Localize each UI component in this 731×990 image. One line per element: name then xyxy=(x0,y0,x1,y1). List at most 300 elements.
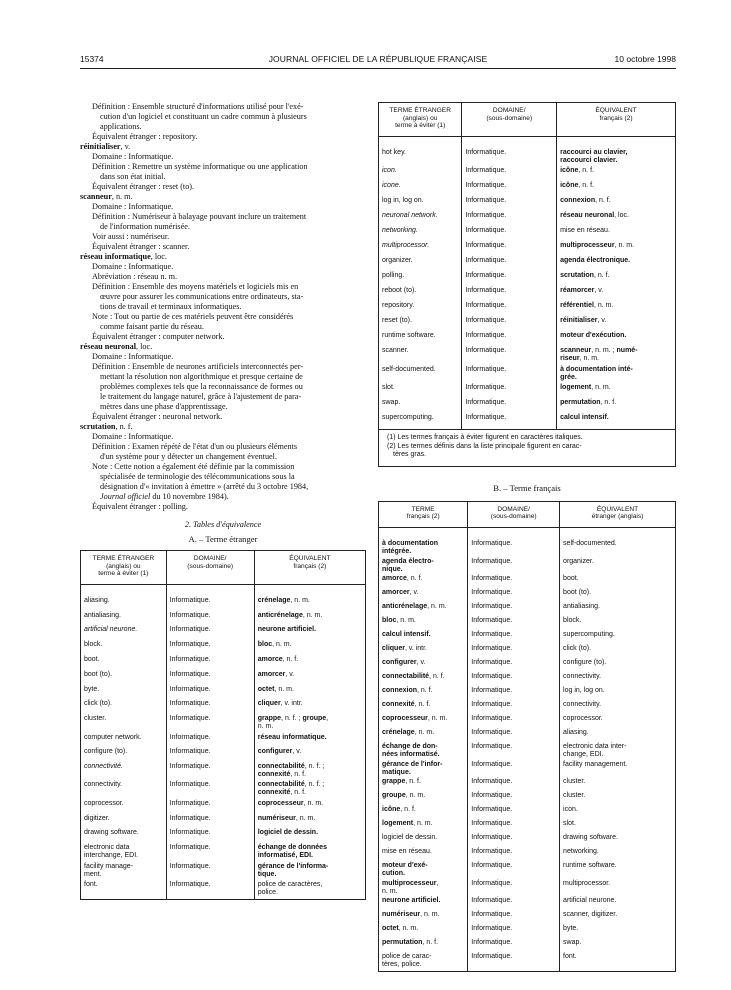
domain-cell: Informatique. xyxy=(166,800,254,815)
domain-cell: Informatique. xyxy=(166,763,254,781)
table-a-right-box xyxy=(378,102,676,467)
equivalent-cell: neurone artificiel. xyxy=(257,626,317,634)
term-cell: font. xyxy=(84,881,98,888)
term-cell: groupe, n. m. xyxy=(382,792,426,800)
term-cell: agenda électro- nique. xyxy=(382,557,434,573)
entry-line: Note : Cette notion a également été définie par la commission xyxy=(92,462,295,471)
term-cell: connectivity. xyxy=(84,781,122,789)
table-row xyxy=(81,641,365,656)
equivalent-cell: runtime software. xyxy=(563,862,617,870)
domain-cell: Informatique. xyxy=(462,212,557,227)
term-cell: networking. xyxy=(382,227,418,235)
table-row xyxy=(379,347,675,366)
entry-line: Domaine : Informatique. xyxy=(92,432,174,441)
equivalent-cell: moteur d'exécution. xyxy=(560,332,627,340)
term-cell: multiprocesseur, n. m. xyxy=(382,879,439,895)
table-row xyxy=(379,880,675,898)
term-cell: multiprocessor. xyxy=(382,242,430,250)
term-cell: calcul intensif. xyxy=(382,631,431,639)
domain-cell: Informatique. xyxy=(462,399,557,414)
domain-cell: Informatique. xyxy=(468,820,560,834)
domain-cell: Informatique. xyxy=(468,806,560,820)
term-cell: configure (to). xyxy=(84,748,128,756)
term-cell: coprocessor. xyxy=(84,799,124,807)
domain-cell: Informatique. xyxy=(468,701,560,715)
table-row xyxy=(379,287,675,302)
equivalent-cell: cliquer, v. intr. xyxy=(257,700,303,708)
domain-cell: Informatique. xyxy=(166,748,254,763)
entry-line: spécialisée de terminologie des télécommunications sous la xyxy=(100,472,295,481)
term-cell: artificial neurone. xyxy=(84,626,138,634)
term-cell: organizer. xyxy=(382,257,413,265)
domain-cell: Informatique. xyxy=(468,953,560,971)
term-cell: icône, n. f. xyxy=(382,806,416,814)
term-cell: moteur d'exé- cution. xyxy=(382,862,428,878)
term-cell: reboot (to). xyxy=(382,287,417,295)
table-b xyxy=(379,502,675,971)
term-cell: block. xyxy=(84,641,103,649)
domain-cell: Informatique. xyxy=(166,700,254,715)
equivalent-cell: réseau neuronal, loc. xyxy=(560,212,629,220)
entry-line: mettant la résolution non algorithmique et presque certaine de xyxy=(100,372,303,381)
equivalent-cell: boot. xyxy=(563,575,579,583)
term-cell: logement, n. m. xyxy=(382,820,433,828)
domain-cell: Informatique. xyxy=(468,925,560,939)
entry-line: Définition : Ensemble de neurones artificiels interconnectés per- xyxy=(92,362,304,371)
domain-cell: Informatique. xyxy=(462,272,557,287)
domain-cell: Informatique. xyxy=(468,558,560,576)
equivalent-cell: à documentation inté- grée. xyxy=(560,365,633,381)
domain-cell: Informatique. xyxy=(468,631,560,645)
term-cell: cluster. xyxy=(84,715,107,723)
section-a-title: A. – Terme étranger xyxy=(188,534,258,544)
domain-cell: Informatique. xyxy=(468,862,560,880)
entry-line: Abréviation : réseau n. m. xyxy=(92,272,178,281)
page-number: 15374 xyxy=(80,54,104,64)
table-row xyxy=(379,953,675,971)
domain-cell: Informatique. xyxy=(462,197,557,212)
equivalent-cell: slot. xyxy=(563,820,576,828)
equivalent-cell: icône, n. f. xyxy=(560,167,594,175)
domain-cell: Informatique. xyxy=(166,656,254,671)
entry-line: Voir aussi : numériseur. xyxy=(92,232,170,241)
term-cell: bloc, n. m. xyxy=(382,617,416,625)
domain-cell: Informatique. xyxy=(462,414,557,429)
equivalent-cell: connexion, n. f. xyxy=(560,197,611,205)
table-row xyxy=(379,197,675,212)
domain-cell: Informatique. xyxy=(468,540,560,558)
domain-cell: Informatique. xyxy=(166,686,254,701)
entry-line: Note : Tout ou partie de ces matériels peuvent être considérés xyxy=(92,312,294,321)
equivalent-cell: scanner, digitizer. xyxy=(563,911,618,919)
term-cell: hot key. xyxy=(382,148,406,156)
equivalent-cell: byte. xyxy=(563,925,579,933)
equivalent-cell: cluster. xyxy=(563,778,586,786)
term-cell: self-documented. xyxy=(382,365,436,373)
equivalent-cell: échange de données informatisé, EDI. xyxy=(257,844,327,860)
equivalent-cell: electronic data inter- change, EDI. xyxy=(563,743,627,759)
entry-line: Définition : Ensemble des moyens matériels et logiciels mis en xyxy=(92,282,299,291)
glossary-entries xyxy=(80,102,366,512)
table-row xyxy=(81,800,365,815)
entry-line: Équivalent étranger : repository. xyxy=(92,132,198,141)
table-row xyxy=(379,701,675,715)
term-cell: icon. xyxy=(382,167,397,175)
table-row xyxy=(379,212,675,227)
section-b-title: B. – Terme français xyxy=(493,482,561,493)
table-a-left-box xyxy=(80,550,366,900)
equivalent-cell: connectabilité, n. f. ; connexité, n. f. xyxy=(257,781,325,797)
domain-cell: Informatique. xyxy=(462,149,557,168)
table-row xyxy=(379,659,675,673)
table-row xyxy=(81,881,365,899)
table-row xyxy=(379,743,675,761)
table-row xyxy=(379,925,675,939)
table-row xyxy=(379,729,675,743)
domain-cell: Informatique. xyxy=(166,641,254,656)
term-cell: cliquer, v. intr. xyxy=(382,645,427,653)
col-header-terme: TERME ÉTRANGER (anglais) ou terme à éviter (1) xyxy=(379,103,462,136)
equivalent-cell: connectivity. xyxy=(563,673,602,681)
domain-cell: Informatique. xyxy=(462,287,557,302)
domain-cell: Informatique. xyxy=(166,715,254,733)
entry-line: dans son état initial. xyxy=(100,172,166,181)
table-row xyxy=(81,715,365,733)
table-row xyxy=(81,863,365,881)
equivalent-cell: calcul intensif. xyxy=(560,414,609,422)
table-row xyxy=(81,734,365,749)
domain-cell: Informatique. xyxy=(468,715,560,729)
domain-cell: Informatique. xyxy=(462,302,557,317)
entry-line: Domaine : Informatique. xyxy=(92,152,174,161)
domain-cell: Informatique. xyxy=(468,589,560,603)
term-cell: mise en réseau. xyxy=(382,848,432,856)
domain-cell: Informatique. xyxy=(468,659,560,673)
table-row xyxy=(81,763,365,781)
domain-cell: Informatique. xyxy=(468,792,560,806)
table-row xyxy=(379,603,675,617)
term-cell: amorcer, v. xyxy=(382,589,419,597)
entry-line: Journal officiel du 10 novembre 1984). xyxy=(100,492,229,501)
equivalent-cell: réinitialiser, v. xyxy=(560,317,607,325)
equivalent-cell: police de caractères, police. xyxy=(257,881,323,896)
equivalent-cell: block. xyxy=(563,617,582,625)
equivalent-cell: organizer. xyxy=(563,557,594,565)
entry-headword: scanneur, n. m. xyxy=(80,192,133,201)
domain-cell: Informatique. xyxy=(468,778,560,792)
domain-cell: Informatique. xyxy=(462,366,557,385)
equivalent-cell: click (to). xyxy=(563,645,592,653)
entry-line: Définition : Ensemble structuré d'informations utilisé pour l'exé- xyxy=(92,102,304,111)
entry-line: œuvre pour assurer les communications entre ordinateurs, sta- xyxy=(100,292,304,301)
table-row xyxy=(81,815,365,830)
table-b-box xyxy=(378,501,676,972)
term-cell: crénelage, n. m. xyxy=(382,729,435,737)
domain-cell: Informatique. xyxy=(468,880,560,898)
table-row xyxy=(379,182,675,197)
term-cell: coprocesseur, n. m. xyxy=(382,715,448,723)
table-row xyxy=(379,317,675,332)
term-cell: runtime software. xyxy=(382,332,436,340)
entry-line: d'un système pour y détecter un changement éventuel. xyxy=(100,452,277,461)
equivalent-cell: coprocessor. xyxy=(563,715,603,723)
footnote: (1) Les termes français à éviter figurent en caractères italiques. xyxy=(387,434,583,442)
domain-cell: Informatique. xyxy=(468,939,560,953)
term-cell: byte. xyxy=(84,685,100,693)
equivalent-cell: anticrénelage, n. m. xyxy=(257,611,323,619)
table-row xyxy=(379,911,675,925)
table-row xyxy=(379,242,675,257)
equivalent-cell: bloc, n. m. xyxy=(257,641,292,649)
domain-cell: Informatique. xyxy=(462,257,557,272)
entry-line: Équivalent étranger : scanner. xyxy=(92,242,190,251)
equivalent-cell: numériseur, n. m. xyxy=(257,814,316,822)
entry-line: cution d'un logiciel et constituant un cadre commun à plusieurs xyxy=(100,112,307,121)
equivalent-cell: scanneur, n. m. ; numé- riseur, n. m. xyxy=(560,347,638,363)
domain-cell: Informatique. xyxy=(462,384,557,399)
entry-headword: scrutation, n. f. xyxy=(80,422,133,431)
equivalent-cell: configure (to). xyxy=(563,659,607,667)
term-cell: octet, n. m. xyxy=(382,925,419,933)
term-cell: numériseur, n. m. xyxy=(382,911,440,919)
table-row xyxy=(379,366,675,385)
equivalent-cell: réamorcer, v. xyxy=(560,287,604,295)
equivalent-cell: raccourci au clavier, raccourci clavier. xyxy=(560,148,628,164)
left-column xyxy=(80,102,366,900)
term-cell: digitizer. xyxy=(84,814,110,822)
tables-title: 2. Tables d'équivalence xyxy=(184,520,262,529)
equivalent-cell: aliasing. xyxy=(563,729,589,737)
term-cell: neurone artificiel. xyxy=(382,897,441,905)
domain-cell: Informatique. xyxy=(468,673,560,687)
col-header-domaine: DOMAINE/ (sous-domaine) xyxy=(468,502,560,528)
table-row xyxy=(379,227,675,242)
equivalent-cell: self-documented. xyxy=(563,540,617,548)
equivalent-cell: agenda électronique. xyxy=(560,257,631,265)
equivalent-cell: gérance de l'informa- tique. xyxy=(257,862,329,878)
entry-line: problèmes complexes tels que la reconnaissance de formes ou xyxy=(100,382,303,391)
domain-cell: Informatique. xyxy=(166,671,254,686)
term-cell: boot. xyxy=(84,656,100,664)
term-cell: reset (to). xyxy=(382,317,412,325)
equivalent-cell: scrutation, n. f. xyxy=(560,272,610,280)
domain-cell: Informatique. xyxy=(166,844,254,862)
term-cell: police de carac- tères, police. xyxy=(382,953,432,969)
entry-line: le traitement du langage naturel, grâce à l'ajustement de para- xyxy=(100,392,302,401)
domain-cell: Informatique. xyxy=(166,597,254,612)
equivalent-cell: logiciel de dessin. xyxy=(257,829,319,837)
domain-cell: Informatique. xyxy=(468,617,560,631)
col-header-equivalent: ÉQUIVALENT français (2) xyxy=(557,103,675,136)
equivalent-cell: amorce, n. f. xyxy=(257,656,299,664)
domain-cell: Informatique. xyxy=(462,242,557,257)
table-row xyxy=(379,806,675,820)
table-row xyxy=(379,167,675,182)
equivalent-cell: octet, n. m. xyxy=(257,685,294,693)
table-row xyxy=(81,686,365,701)
table-row xyxy=(379,897,675,911)
term-cell: scanner. xyxy=(382,347,409,355)
entry-line: applications. xyxy=(100,122,142,131)
term-cell: icone. xyxy=(382,182,401,190)
right-column xyxy=(378,102,676,972)
table-row xyxy=(379,715,675,729)
domain-cell: Informatique. xyxy=(468,687,560,701)
table-row xyxy=(379,792,675,806)
term-cell: boot (to). xyxy=(84,670,113,678)
equivalent-cell: logement, n. m. xyxy=(560,384,611,392)
table-row xyxy=(81,656,365,671)
table-row xyxy=(379,302,675,317)
domain-cell: Informatique. xyxy=(166,881,254,899)
domain-cell: Informatique. xyxy=(462,227,557,242)
table-row xyxy=(81,612,365,627)
equivalent-cell: mise en réseau. xyxy=(560,227,610,235)
table-row xyxy=(379,848,675,862)
table-row xyxy=(379,257,675,272)
term-cell: electronic data interchange, EDI. xyxy=(84,844,139,860)
equivalent-cell: boot (to). xyxy=(563,589,592,597)
domain-cell: Informatique. xyxy=(462,317,557,332)
table-row xyxy=(379,761,675,779)
table-row xyxy=(379,149,675,168)
col-header-terme: TERME ÉTRANGER (anglais) ou terme à éviter (1) xyxy=(81,551,166,584)
equivalent-cell: permutation, n. f. xyxy=(560,399,617,407)
term-cell: connexion, n. f. xyxy=(382,687,433,695)
domain-cell: Informatique. xyxy=(166,863,254,881)
table-row xyxy=(81,748,365,763)
col-header-equivalent: ÉQUIVALENT français (2) xyxy=(254,551,365,584)
domain-cell: Informatique. xyxy=(468,743,560,761)
term-cell: drawing software. xyxy=(84,829,139,837)
table-row xyxy=(379,332,675,347)
domain-cell: Informatique. xyxy=(166,781,254,799)
table-row xyxy=(379,540,675,558)
domain-cell: Informatique. xyxy=(468,575,560,589)
equivalent-cell: supercomputing. xyxy=(563,631,615,639)
domain-cell: Informatique. xyxy=(468,761,560,779)
equivalent-cell: networking. xyxy=(563,848,599,856)
domain-cell: Informatique. xyxy=(462,167,557,182)
issue-date: 10 octobre 1998 xyxy=(614,54,676,64)
term-cell: gérance de l'infor- matique. xyxy=(382,760,443,776)
entry-line: Définition : Examen répété de l'état d'un ou plusieurs éléments xyxy=(92,442,298,451)
table-row xyxy=(379,414,675,429)
table-row xyxy=(379,820,675,834)
table-row xyxy=(379,384,675,399)
equivalent-cell: coprocesseur, n. m. xyxy=(257,799,324,807)
table-row xyxy=(379,589,675,603)
term-cell: anticrénelage, n. m. xyxy=(382,603,447,611)
equivalent-cell: antialiasing. xyxy=(563,603,601,611)
term-cell: à documentation intégrée. xyxy=(382,540,439,556)
equivalent-cell: facility management. xyxy=(563,760,628,768)
journal-title: JOURNAL OFFICIEL DE LA RÉPUBLIQUE FRANÇAISE xyxy=(268,54,488,64)
term-cell: connectabilité, n. f. xyxy=(382,673,445,681)
entry-line: de l'information numérisée. xyxy=(100,222,190,231)
term-cell: connectivité. xyxy=(84,763,123,771)
table-row xyxy=(81,597,365,612)
equivalent-cell: drawing software. xyxy=(563,834,618,842)
entry-line: désignation d'« invitation à émettre » (arrêté du 3 octobre 1984, xyxy=(100,482,309,491)
domain-cell: Informatique. xyxy=(166,612,254,627)
entry-line: Équivalent étranger : polling. xyxy=(92,502,188,511)
col-header-domaine: DOMAINE/ (sous-domaine) xyxy=(166,551,254,584)
table-a-left xyxy=(81,551,365,899)
term-cell: grappe, n. f. xyxy=(382,778,421,786)
footnote: (2) Les termes définis dans la liste principale figurent en carac- tères gras. xyxy=(387,442,582,459)
entry-line: Domaine : Informatique. xyxy=(92,202,174,211)
equivalent-cell: icône, n. f. xyxy=(560,182,594,190)
table-row xyxy=(379,631,675,645)
table-row xyxy=(379,399,675,414)
term-cell: supercomputing. xyxy=(382,414,434,422)
equivalent-cell: grappe, n. f. ; groupe, n. m. xyxy=(257,715,329,731)
domain-cell: Informatique. xyxy=(468,729,560,743)
equivalent-cell: multiprocesseur, n. m. xyxy=(560,242,635,250)
equivalent-cell: référentiel, n. m. xyxy=(560,302,614,310)
equivalent-cell: font. xyxy=(563,953,577,961)
term-cell: aliasing. xyxy=(84,596,110,604)
entry-line: Domaine : Informatique. xyxy=(92,262,174,271)
table-row xyxy=(379,575,675,589)
term-cell: facility manage- ment. xyxy=(84,862,134,878)
domain-cell: Informatique. xyxy=(468,897,560,911)
table-a-right xyxy=(379,103,675,429)
table-row xyxy=(379,558,675,576)
col-header-terme: TERME français (2) xyxy=(379,502,468,528)
equivalent-cell: multiprocessor. xyxy=(563,879,611,887)
table-row xyxy=(81,671,365,686)
term-cell: slot. xyxy=(382,384,395,392)
domain-cell: Informatique. xyxy=(468,834,560,848)
equivalent-cell: cluster. xyxy=(563,792,586,800)
equivalent-cell: connectivity. xyxy=(563,701,602,709)
term-cell: antialiasing. xyxy=(84,611,121,619)
table-row xyxy=(379,272,675,287)
table-row xyxy=(81,781,365,799)
equivalent-cell: connectabilité, n. f. ; connexité, n. f. xyxy=(257,763,325,779)
table-row xyxy=(81,700,365,715)
entry-line: mètres dans une phase d'apprentissage. xyxy=(100,402,228,411)
domain-cell: Informatique. xyxy=(468,603,560,617)
term-cell: échange de don- nées informatisé. xyxy=(382,743,440,759)
table-row xyxy=(81,844,365,862)
table-row xyxy=(379,862,675,880)
entry-headword: réinitialiser, v. xyxy=(80,142,131,151)
header-rule xyxy=(80,68,676,69)
entry-line: comme faisant partie du réseau. xyxy=(100,322,204,331)
table-footnotes xyxy=(379,429,675,465)
term-cell: log in, log on. xyxy=(382,197,424,205)
domain-cell: Informatique. xyxy=(468,645,560,659)
domain-cell: Informatique. xyxy=(166,815,254,830)
term-cell: click (to). xyxy=(84,700,112,708)
term-cell: permutation, n. f. xyxy=(382,939,439,947)
col-header-domaine: DOMAINE/ (sous-domaine) xyxy=(462,103,557,136)
term-cell: polling. xyxy=(382,272,405,280)
term-cell: swap. xyxy=(382,399,401,407)
entry-line: Équivalent étranger : reset (to). xyxy=(92,182,195,191)
term-cell: repository. xyxy=(382,302,415,310)
table-row xyxy=(379,687,675,701)
equivalent-cell: crénelage, n. m. xyxy=(257,596,310,604)
table-row xyxy=(81,626,365,641)
equivalent-cell: amorcer, v. xyxy=(257,670,295,678)
equivalent-cell: artificial neurone. xyxy=(563,897,617,905)
entry-line: Définition : Numériseur à balayage pouvant inclure un traitement xyxy=(92,212,307,221)
table-row xyxy=(379,939,675,953)
